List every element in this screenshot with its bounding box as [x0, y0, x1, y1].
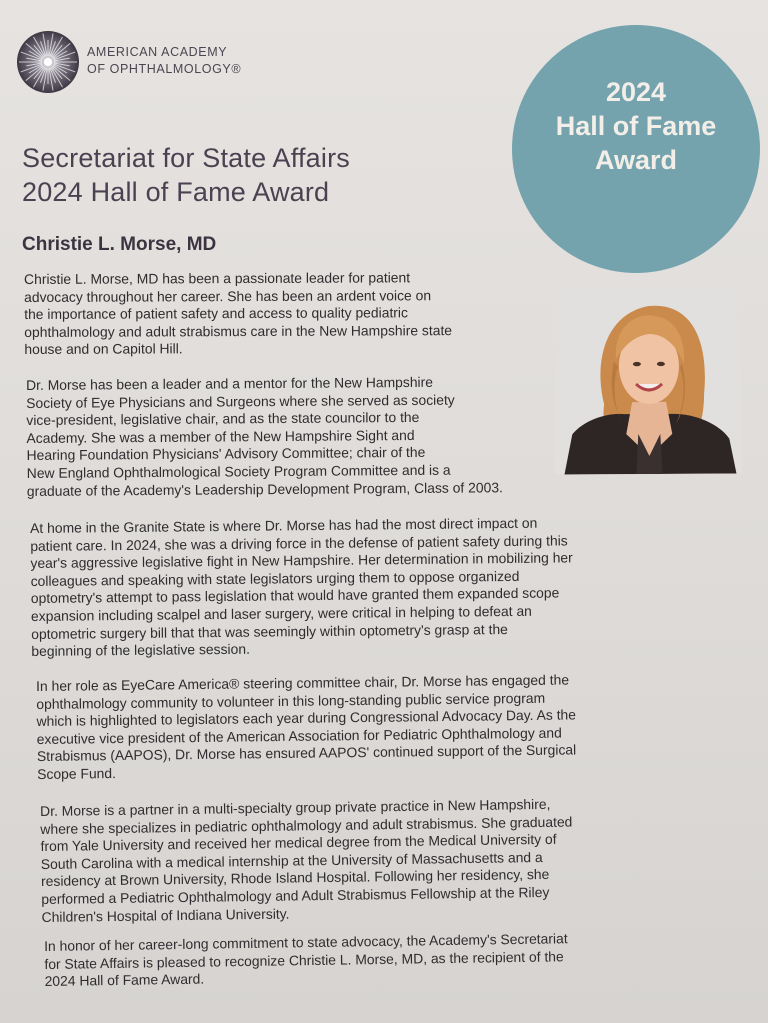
award-badge-word: Award — [594, 145, 678, 175]
paragraph-practice — [40, 796, 574, 927]
paragraph-line: Strabismus (AAPOS), Dr. Morse has ensured AAPOS' continued support of the Surgical — [36, 741, 577, 765]
paragraph-line: Society of Eye Physicians and Surgeons where she served as society — [26, 391, 455, 411]
paragraph-line: 2024 Hall of Fame Award. — [44, 970, 205, 990]
paragraph-line: graduate of the Academy's Leadership Development Program, Class of 2003. — [26, 478, 503, 499]
paragraph-line: which is highlighted to legislators each year during Congressional Advocacy Day. As the — [36, 706, 577, 730]
paragraph-line: performed a Pediatric Ophthalmology and Adult Strabismus Fellowship at the Riley — [41, 883, 550, 907]
paragraph-line: for State Affairs is pleased to recognize Christie L. Morse, MD, as the recipient of the — [44, 947, 564, 972]
paragraph-line: advocacy throughout her career. She has been an ardent voice on — [24, 286, 432, 305]
paragraph-line: In her role as EyeCare America® steering committee chair, Dr. Morse has engaged the — [36, 671, 570, 694]
honoree-name: Christie L. Morse, MD — [22, 234, 217, 255]
paragraph-line: the importance of patient safety and access to quality pediatric — [24, 304, 408, 323]
award-badge-year: 2024 — [605, 77, 667, 107]
paragraph-line: Christie L. Morse, MD has been a passionate leader for patient — [24, 269, 411, 287]
honoree-portrait — [554, 284, 743, 475]
paragraph-line: optometric surgery bill that that was seemingly within optometry's grasp at the — [31, 620, 508, 642]
paragraph-line: from Yale University and received her medical degree from the Medical University of — [40, 830, 557, 855]
paragraph-line: optometry's attempt to pass legislation that would have granted them expanded scope — [30, 584, 560, 607]
paragraph-line: At home in the Granite State is where Dr. Morse has had the most direct impact on — [30, 514, 538, 536]
paragraph-line: Academy. She was a member of the New Hampshire Sight and — [26, 426, 415, 446]
paragraph-line: Scope Fund. — [37, 764, 117, 782]
paragraph-line: year's aggressive legislative fight in New Hampshire. Her determination in mobilizing her — [30, 549, 573, 572]
paragraph-line: South Carolina with a medical internship at the University of Massachusetts and a — [40, 848, 543, 872]
org-name-line-1: AMERICAN ACADEMY — [87, 45, 228, 59]
paragraph-line: ophthalmology and adult strabismus care in the New Hampshire state — [24, 321, 453, 340]
paragraph-line: Dr. Morse has been a leader and a mentor for the New Hampshire — [26, 373, 434, 393]
organization-name — [87, 44, 241, 78]
paragraph-intro — [24, 269, 452, 359]
paragraph-line: patient care. In 2024, she was a driving force in the defense of patient safety during this — [30, 531, 568, 554]
org-name-line-2: OF OPHTHALMOLOGY® — [87, 62, 242, 76]
paragraph-line: Hearing Foundation Physicians' Advisory Committee; chair of the — [26, 444, 426, 464]
award-badge-name: Hall of Fame — [555, 111, 717, 141]
paragraph-line: executive vice president of the American Association for Pediatric Ophthalmology and — [36, 724, 562, 747]
paragraph-state-impact — [30, 514, 574, 660]
paragraph-line: colleagues and speaking with state legislators urging them to oppose organized — [30, 567, 520, 589]
paragraph-line: Dr. Morse is a partner in a multi-specialty group private practice in New Hampshire, — [40, 795, 551, 819]
paragraph-line: expansion including scalpel and laser surgery, were critical in helping to defeat an — [30, 602, 532, 624]
paragraph-leadership — [26, 373, 503, 500]
paragraph-line: ophthalmology community to volunteer in this long-standing public service program — [36, 689, 546, 712]
paragraph-recognition — [44, 930, 568, 991]
paragraph-line: residency at Brown University, Rhode Island Hospital. Following her residency, she — [40, 866, 550, 890]
paragraph-line: New England Ophthalmological Society Program Committee and is a — [26, 461, 451, 481]
paragraph-line: Children's Hospital of Indiana University. — [41, 905, 290, 925]
paragraph-line: In honor of her career-long commitment to state advocacy, the Academy's Secretariat — [44, 930, 568, 954]
paragraph-line: where she specializes in pediatric ophthalmology and adult strabismus. She graduated — [40, 813, 573, 837]
page-subtitle: 2024 Hall of Fame Award — [22, 177, 330, 207]
paragraph-line: vice-president, legislative chair, and as the state councilor to the — [26, 409, 420, 429]
paragraph-line: house and on Capitol Hill. — [24, 340, 183, 358]
page-title: Secretariat for State Affairs — [22, 143, 350, 173]
award-badge — [512, 25, 760, 273]
paragraph-line: beginning of the legislative session. — [31, 640, 250, 660]
sunburst-eye-logo — [16, 30, 80, 94]
paragraph-eyecare-america — [36, 671, 577, 783]
